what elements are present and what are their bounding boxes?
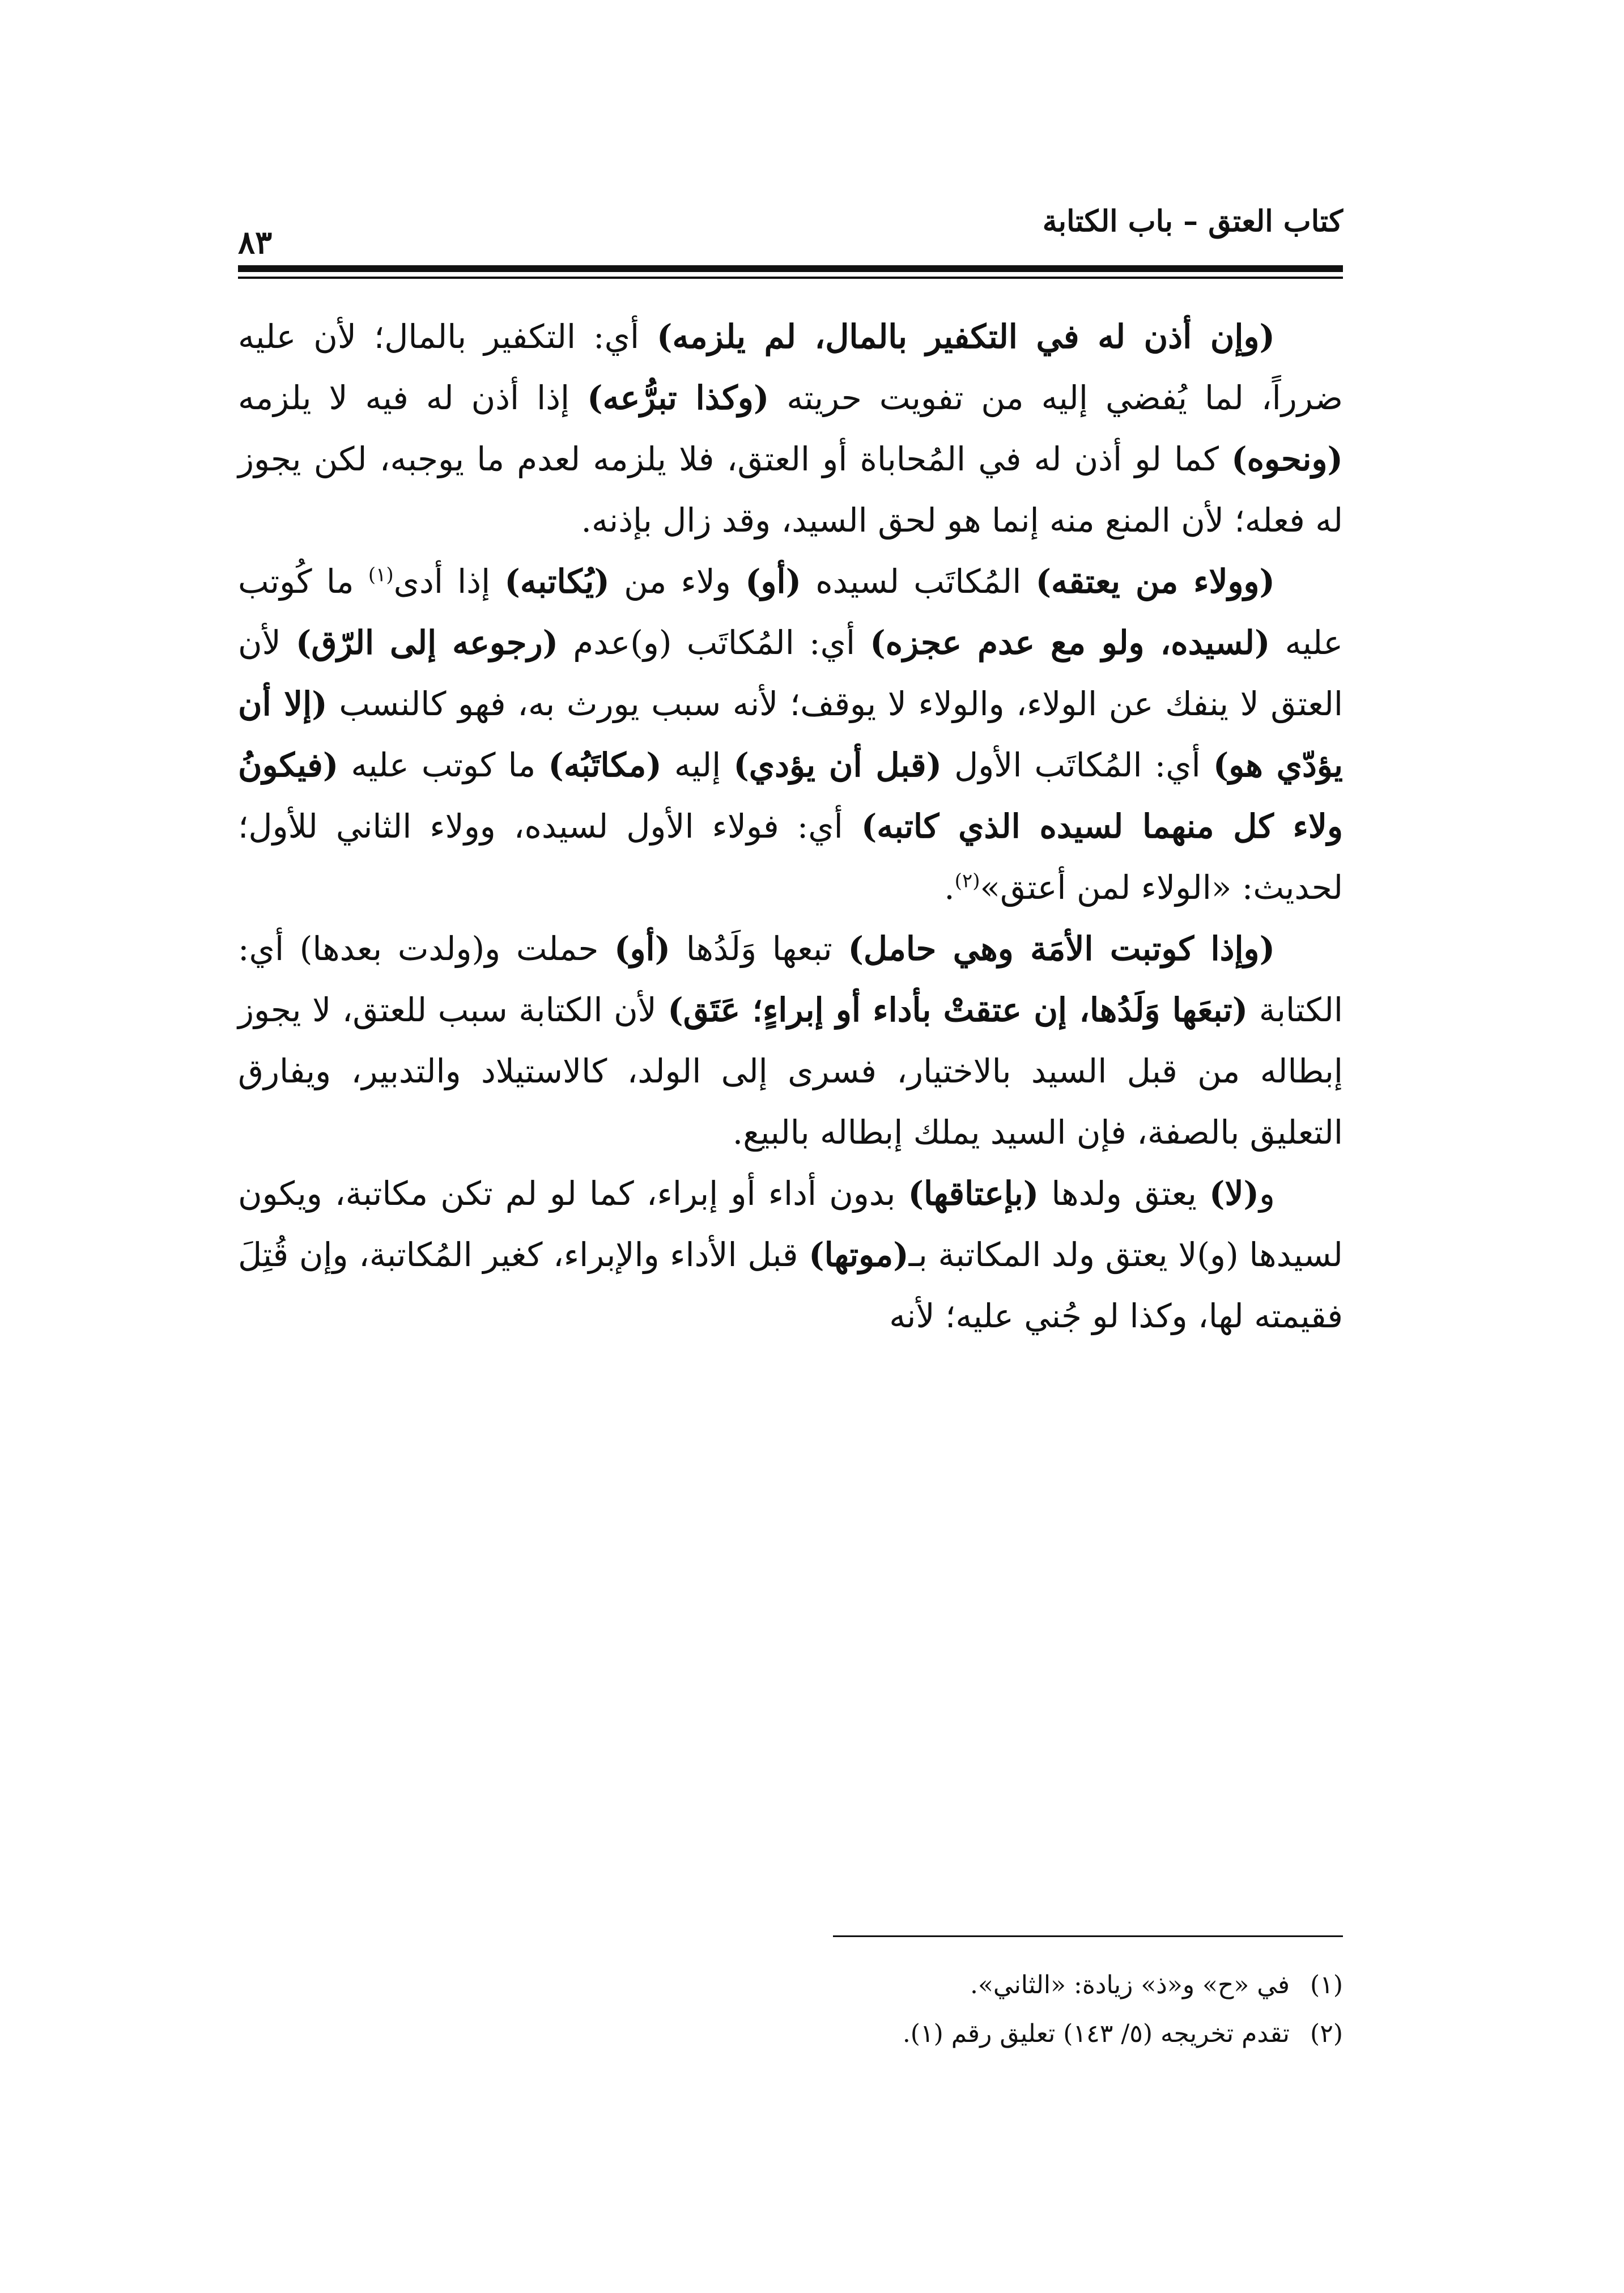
sharh-text: لأن العتق لا ينفك عن الولاء، والولاء لا يوقف؛ لأنه سبب يورث به، فهو كالنسب bbox=[238, 623, 1343, 723]
document-page bbox=[238, 187, 1343, 2171]
matn-text: (وإن أذن له في التكفير بالمال، لم يلزمه) bbox=[657, 317, 1275, 356]
matn-text: (تبعَها وَلَدُها، إن عتقتْ بأداء أو إبراءٍ؛ عَتَق) bbox=[668, 991, 1248, 1029]
header-rule-thin bbox=[238, 277, 1343, 279]
sharh-text: أي: التكفير بالمال؛ لأن عليه ضرراً، لما يُفضي إليه من تفويت حريته bbox=[238, 317, 1344, 417]
sharh-text: ما كُوتب عليه bbox=[238, 562, 1344, 662]
header-title: كتاب العتق – باب الكتابة bbox=[1042, 204, 1343, 239]
paragraph bbox=[238, 551, 1343, 918]
sharh-text: إذا أذن له فيه لا يلزمه bbox=[238, 379, 588, 417]
matn-text: (وكذا تبرُّعه) bbox=[587, 379, 770, 417]
footnote-text: تقدم تخريجه (٥/ ١٤٣) تعليق رقم (١). bbox=[902, 2019, 1290, 2048]
sharh-text: المُكاتَب لسيده bbox=[801, 562, 1036, 601]
sharh-text: حملت و(ولدت بعدها) أي: الكتابة bbox=[238, 929, 1343, 1029]
sharh-text: ما كوتب عليه bbox=[338, 746, 549, 784]
matn-text: (ونحوه) bbox=[1231, 440, 1343, 478]
sharh-text: أي: المُكاتَب الأول bbox=[942, 746, 1213, 784]
footnote-text: في «ح» و«ذ» زيادة: «الثاني». bbox=[970, 1971, 1290, 1999]
matn-text: (موتها) bbox=[809, 1235, 909, 1274]
footnote-marker: (٢) bbox=[954, 869, 980, 893]
matn-text: (قبل أن يؤدي) bbox=[733, 746, 942, 784]
sharh-text: . bbox=[944, 868, 955, 907]
sharh-text: إذا أدى bbox=[393, 562, 505, 601]
footnote-number: (١) bbox=[1310, 1971, 1343, 1999]
page-number: ٨٣ bbox=[238, 224, 273, 261]
matn-text: (أو) bbox=[614, 929, 671, 968]
matn-text: (فيكونُ ولاء كل منهما لسيده الذي كاتبه) bbox=[238, 746, 1343, 846]
sharh-text: و bbox=[1259, 1174, 1275, 1213]
sharh-text: أي: فولاء الأول لسيده، وولاء الثاني للأول؛ لحديث: «الولاء لمن أعتق» bbox=[238, 807, 1343, 907]
sharh-text: إليه bbox=[661, 746, 734, 784]
sharh-text: قبل الأداء والإبراء، كغير المُكاتبة، وإن قُتِلَ فقيمته لها، وكذا لو جُني عليه؛ لأنه bbox=[238, 1235, 1343, 1335]
footnotes bbox=[238, 1961, 1343, 2058]
matn-text: (وإذا كوتبت الأمَة وهي حامل) bbox=[848, 929, 1276, 968]
matn-text: (رجوعه إلى الرّق) bbox=[295, 623, 559, 662]
matn-text: (لسيده، ولو مع عدم عجزه) bbox=[870, 623, 1270, 662]
body-text bbox=[238, 306, 1343, 1347]
running-header bbox=[238, 187, 1343, 261]
paragraph bbox=[238, 1163, 1343, 1347]
paragraph bbox=[238, 918, 1343, 1163]
sharh-text: كما لو أذن له في المُحاباة أو العتق، فلا يلزمه لعدم ما يوجبه، لكن يجوز له فعله؛ لأن المنع منه إنما هو لحق السيد، وقد زال بإذنه. bbox=[238, 440, 1343, 540]
matn-text: (بإعتاقها) bbox=[908, 1174, 1039, 1213]
sharh-text: لأن الكتابة سبب للعتق، لا يجوز إبطاله من قبل السيد بالاختيار، فسرى إلى الولد، كالاستيلاد والتدبير، ويفارق التعليق بالصفة، فإن السيد يملك إبطاله بالبيع. bbox=[238, 991, 1343, 1152]
matn-text: (وولاء من يعتقه) bbox=[1035, 562, 1276, 601]
paragraph bbox=[238, 306, 1343, 551]
matn-text: (لا) bbox=[1209, 1174, 1259, 1213]
sharh-text: يعتق ولدها bbox=[1039, 1174, 1210, 1213]
matn-text: (أو) bbox=[745, 562, 802, 601]
sharh-text: بدون أداء أو إبراء، كما لو لم تكن مكاتبة، ويكون لسيدها (و)لا يعتق ولد المكاتبة بـ bbox=[238, 1174, 1343, 1274]
matn-text: (مكاتَبُه) bbox=[548, 746, 662, 784]
header-rule-thick bbox=[238, 265, 1343, 272]
footnote-2 bbox=[238, 2010, 1343, 2058]
footnote-marker: (١) bbox=[368, 563, 394, 587]
footnote-rule bbox=[833, 1935, 1343, 1937]
matn-text: (يُكاتبه) bbox=[504, 562, 610, 601]
sharh-text: تبعها وَلَدُها bbox=[670, 929, 848, 968]
footnote-number: (٢) bbox=[1310, 2019, 1343, 2048]
sharh-text: أي: المُكاتَب (و)عدم bbox=[558, 623, 870, 662]
matn-text: (إلا أن يؤدّي هو) bbox=[238, 685, 1343, 784]
footnote-1 bbox=[238, 1961, 1343, 2010]
sharh-text: ولاء من bbox=[609, 562, 746, 601]
